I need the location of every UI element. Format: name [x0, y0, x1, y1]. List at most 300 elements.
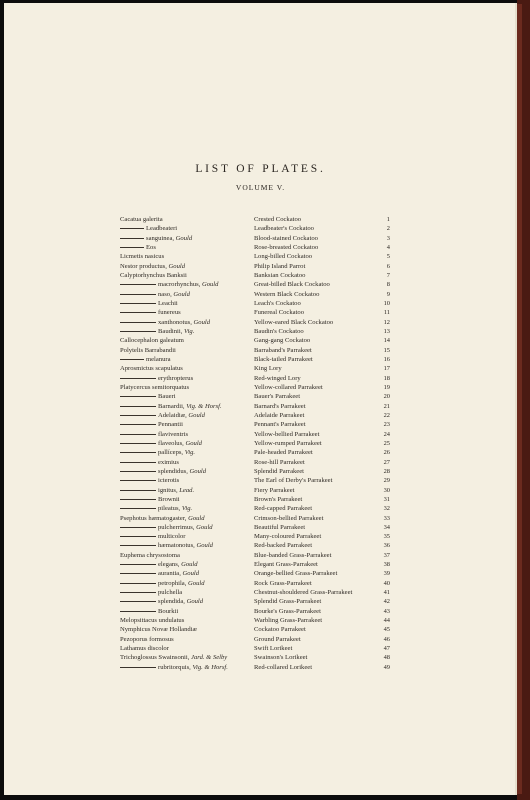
- common-name: King Lory: [254, 365, 282, 373]
- plate-row: [4, 280, 517, 289]
- plate-row: [4, 392, 517, 401]
- latin-name-text: macrorhynchus,: [158, 281, 201, 289]
- plate-row: [4, 271, 517, 280]
- latin-name: [120, 374, 193, 383]
- common-name: Baudin's Cockatoo: [254, 327, 304, 335]
- latin-name-text: icterotis: [158, 477, 180, 485]
- plate-number: 27: [383, 458, 390, 466]
- latin-name-text: Leadbeateri: [146, 225, 178, 233]
- plate-number: 26: [383, 449, 390, 457]
- common-name: The Earl of Derby's Parrakeet: [254, 477, 333, 485]
- plate-row: [4, 476, 517, 485]
- plate-number: 17: [383, 365, 390, 373]
- latin-name-text: Adelaidiæ,: [158, 411, 187, 419]
- plate-row: [4, 439, 517, 448]
- plate-list: [4, 215, 517, 672]
- plate-row: [4, 420, 517, 429]
- authority: Gould: [173, 290, 190, 298]
- common-name: Long-billed Cockatoo: [254, 253, 313, 261]
- plate-row: [4, 411, 517, 420]
- plate-row: [4, 290, 517, 299]
- latin-name-text: Pezoporus formosus: [120, 635, 174, 643]
- ditto-dash: [120, 601, 156, 602]
- plate-row: [4, 402, 517, 411]
- plate-row: [4, 252, 517, 261]
- latin-name-text: xanthonotus,: [158, 318, 192, 326]
- authority: Vig.: [184, 327, 195, 335]
- authority: Lead.: [179, 486, 195, 494]
- authority: Gould: [175, 234, 193, 242]
- common-name: Chestnut-shouldered Grass-Parrakeet: [254, 589, 353, 597]
- plate-row: [4, 467, 517, 476]
- authority: Gould: [189, 467, 206, 475]
- authority: Gould: [181, 561, 198, 569]
- plate-number: 35: [383, 533, 390, 541]
- latin-name-text: splendidus,: [158, 467, 188, 475]
- authority: Gould: [186, 598, 204, 606]
- common-name: Bourke's Grass-Parrakeet: [254, 607, 321, 615]
- plate-row: [4, 299, 517, 308]
- ditto-dash: [120, 443, 156, 444]
- latin-name-text: erythropterus: [158, 374, 194, 382]
- plate-row: [4, 215, 517, 224]
- latin-name: [120, 430, 188, 439]
- plate-number: 16: [383, 355, 390, 363]
- plate-row: [4, 262, 517, 271]
- latin-name-text: pallíceps,: [158, 449, 184, 457]
- plate-row: [4, 355, 517, 364]
- latin-name: [120, 532, 185, 541]
- ditto-dash: [120, 592, 156, 593]
- plate-number: 8: [386, 281, 390, 289]
- latin-name-text: flaveolus,: [158, 439, 184, 447]
- latin-name-text: funereus: [158, 309, 181, 317]
- plate-number: 40: [383, 579, 390, 587]
- volume-label: VOLUME V.: [235, 183, 286, 192]
- latin-name: [120, 644, 169, 653]
- common-name: Rock Grass-Parrakeet: [254, 579, 312, 587]
- ditto-dash: [120, 284, 156, 285]
- common-name: Brown's Parrakeet: [254, 495, 303, 503]
- common-name: Great-billed Black Cockatoo: [254, 281, 330, 289]
- plate-number: 2: [386, 225, 390, 233]
- common-name: Pennant's Parrakeet: [254, 421, 306, 429]
- common-name: Blue-banded Grass-Parrakeet: [254, 551, 332, 559]
- latin-name: [120, 290, 190, 299]
- book-page: [4, 3, 517, 795]
- ditto-dash: [120, 359, 144, 360]
- latin-name-text: Trichoglossus Swainsonii,: [120, 654, 190, 662]
- latin-name: [120, 243, 156, 252]
- latin-name: [120, 346, 176, 355]
- latin-name: [120, 392, 176, 401]
- authority: Gould: [188, 411, 205, 419]
- latin-name-text: pulcherrimus,: [158, 523, 195, 531]
- common-name: Leach's Cockatoo: [254, 299, 301, 307]
- book-edge-inner: [517, 4, 522, 794]
- latin-name-text: splendida,: [158, 598, 185, 606]
- common-name: Yellow-collared Parrakeet: [254, 383, 323, 391]
- common-name: Crested Cockatoo: [254, 216, 302, 223]
- ditto-dash: [120, 303, 156, 304]
- common-name: Beautiful Parrakeet: [254, 523, 306, 531]
- latin-name: [120, 280, 218, 289]
- common-name: Funereal Cockatoo: [254, 309, 304, 317]
- plate-row: [4, 663, 517, 672]
- ditto-dash: [120, 508, 156, 509]
- ditto-dash: [120, 573, 156, 574]
- common-name: Bauer's Parrakeet: [254, 393, 301, 401]
- common-name: Western Black Cockatoo: [254, 290, 320, 298]
- plate-row: [4, 597, 517, 606]
- latin-name: [120, 523, 213, 532]
- plate-number: 10: [383, 299, 390, 307]
- authority: Vig. & Horsf.: [186, 402, 222, 410]
- ditto-dash: [120, 480, 156, 481]
- common-name: Crimson-bellied Parrakeet: [254, 514, 324, 522]
- common-name: Black-tailed Parrakeet: [254, 355, 313, 363]
- ditto-dash: [120, 294, 156, 295]
- plate-row: [4, 653, 517, 662]
- plate-row: [4, 579, 517, 588]
- plate-number: 14: [383, 337, 390, 345]
- ditto-dash: [120, 583, 156, 584]
- common-name: Blood-stained Cockatoo: [254, 234, 318, 242]
- latin-name-text: Baudinii,: [158, 327, 183, 335]
- latin-name: [120, 308, 181, 317]
- plate-number: 29: [383, 477, 390, 485]
- plate-row: [4, 224, 517, 233]
- common-name: Ground Parrakeet: [254, 635, 301, 643]
- latin-name: [120, 224, 177, 233]
- latin-name: [120, 448, 195, 457]
- latin-name-text: Cacatua galerita: [120, 216, 163, 223]
- page-title: LIST OF PLATES.: [195, 163, 326, 175]
- latin-name-text: Euphema chrysostoma: [120, 551, 180, 559]
- ditto-dash: [120, 490, 156, 491]
- latin-name-text: pulchella: [158, 589, 183, 597]
- authority: Gould: [201, 281, 219, 289]
- latin-name-text: pileatus,: [158, 505, 181, 513]
- plate-row: [4, 514, 517, 523]
- latin-name: [120, 262, 185, 271]
- plate-row: [4, 430, 517, 439]
- common-name: Red-capped Parrakeet: [254, 505, 313, 513]
- latin-name: [120, 336, 184, 345]
- latin-name: [120, 271, 187, 280]
- plate-row: [4, 336, 517, 345]
- plate-number: 18: [383, 374, 390, 382]
- plate-row: [4, 532, 517, 541]
- latin-name: [120, 215, 163, 224]
- latin-name: [120, 616, 184, 625]
- latin-name: [120, 402, 222, 411]
- common-name: Banksian Cockatoo: [254, 271, 306, 279]
- latin-name-text: naso,: [158, 290, 172, 298]
- ditto-dash: [120, 396, 156, 397]
- common-name: Orange-bellied Grass-Parrakeet: [254, 570, 338, 578]
- latin-name: [120, 318, 210, 327]
- ditto-dash: [120, 378, 156, 379]
- latin-name-text: Nestor productus,: [120, 262, 167, 270]
- latin-name-text: Leachii: [158, 299, 178, 307]
- ditto-dash: [120, 527, 156, 528]
- plate-number: 24: [383, 430, 390, 438]
- latin-name: [120, 234, 192, 243]
- plate-number: 15: [383, 346, 390, 354]
- plate-number: 32: [383, 505, 390, 513]
- ditto-dash: [120, 331, 156, 332]
- authority: Vig. & Horsf.: [192, 663, 228, 671]
- latin-name: [120, 458, 179, 467]
- plate-number: 7: [386, 271, 390, 279]
- latin-name: [120, 653, 227, 662]
- ditto-dash: [120, 312, 156, 313]
- plate-row: [4, 448, 517, 457]
- latin-name-text: Polytelis Barrabandii: [120, 346, 176, 354]
- plate-number: 48: [383, 654, 390, 662]
- plate-row: [4, 560, 517, 569]
- authority: Gould: [193, 318, 211, 326]
- plate-number: 43: [383, 607, 390, 615]
- latin-name: [120, 299, 178, 308]
- latin-name-text: Licmetis nasicus: [120, 253, 165, 261]
- plate-row: [4, 327, 517, 336]
- ditto-dash: [120, 667, 156, 668]
- plate-number: 44: [383, 617, 390, 625]
- plate-number: 12: [383, 318, 390, 326]
- latin-name: [120, 607, 178, 616]
- latin-name: [120, 383, 189, 392]
- authority: Gould: [188, 514, 205, 522]
- plate-number: 13: [383, 327, 390, 335]
- common-name: Red-collared Lorikeet: [254, 663, 313, 671]
- plate-row: [4, 383, 517, 392]
- plate-row: [4, 607, 517, 616]
- ditto-dash: [120, 322, 156, 323]
- plate-number: 11: [383, 309, 390, 317]
- latin-name: [120, 663, 228, 672]
- latin-name: [120, 579, 205, 588]
- latin-name-text: Platycercus semitorquatus: [120, 383, 190, 391]
- plate-row: [4, 625, 517, 634]
- latin-name: [120, 486, 194, 495]
- plate-number: 6: [386, 262, 390, 270]
- latin-name: [120, 560, 198, 569]
- ditto-dash: [120, 499, 156, 500]
- latin-name-text: Calyptorhynchus Banksii: [120, 271, 187, 279]
- plate-row: [4, 541, 517, 550]
- plate-row: [4, 523, 517, 532]
- authority: Gould: [196, 523, 213, 531]
- plate-number: 19: [383, 383, 390, 391]
- plate-number: 4: [386, 243, 390, 251]
- plate-number: 41: [383, 589, 390, 597]
- latin-name: [120, 625, 197, 634]
- plate-row: [4, 504, 517, 513]
- authority: Gould: [185, 439, 202, 447]
- ditto-dash: [120, 462, 156, 463]
- common-name: Swainson's Lorikeet: [254, 654, 308, 662]
- common-name: Yellow-bellied Parrakeet: [254, 430, 320, 438]
- latin-name: [120, 541, 213, 550]
- plate-row: [4, 458, 517, 467]
- latin-name: [120, 364, 183, 373]
- plate-number: 3: [386, 234, 390, 242]
- plate-row: [4, 364, 517, 373]
- plate-number: 37: [383, 551, 390, 559]
- plate-number: 42: [383, 598, 390, 606]
- authority: Gould: [168, 262, 186, 270]
- latin-name: [120, 411, 205, 420]
- plate-row: [4, 495, 517, 504]
- latin-name: [120, 635, 174, 644]
- latin-name-text: sanguinea,: [146, 234, 175, 242]
- latin-name-text: Melopsittacus undulatus: [120, 617, 185, 625]
- latin-name-text: Psephotus hæmatogaster,: [120, 514, 187, 522]
- latin-name: [120, 476, 179, 485]
- common-name: Elegant Grass-Parrakeet: [254, 561, 318, 569]
- common-name: Barraband's Parrakeet: [254, 346, 312, 354]
- latin-name-text: petrophila,: [158, 579, 187, 587]
- plate-row: [4, 644, 517, 653]
- ditto-dash: [120, 406, 156, 407]
- plate-number: 21: [383, 402, 390, 410]
- plate-row: [4, 551, 517, 560]
- plate-row: [4, 308, 517, 317]
- common-name: Barnard's Parrakeet: [254, 402, 306, 410]
- plate-number: 38: [383, 561, 390, 569]
- latin-name-text: elegans,: [158, 561, 180, 569]
- common-name: Pale-headed Parrakeet: [254, 449, 313, 457]
- common-name: Leadbeater's Cockatoo: [254, 225, 314, 233]
- plate-number: 22: [383, 411, 390, 419]
- latin-name: [120, 467, 206, 476]
- common-name: Philip Island Parrot: [254, 262, 306, 270]
- plate-row: [4, 569, 517, 578]
- latin-name: [120, 252, 164, 261]
- common-name: Rose-hill Parrakeet: [254, 458, 305, 466]
- latin-name-text: rubritorquis,: [158, 663, 191, 671]
- common-name: Rose-breasted Cockatoo: [254, 243, 319, 251]
- plate-row: [4, 318, 517, 327]
- ditto-dash: [120, 536, 156, 537]
- latin-name-text: Eos: [146, 243, 156, 251]
- common-name: Swift Lorikeet: [254, 645, 293, 653]
- authority: Jard. & Selby: [191, 654, 228, 662]
- plate-row: [4, 374, 517, 383]
- plate-row: [4, 486, 517, 495]
- plate-number: 45: [383, 626, 390, 634]
- latin-name: [120, 569, 199, 578]
- plate-number: 36: [383, 542, 390, 550]
- latin-name: [120, 439, 202, 448]
- common-name: Red-backed Parrakeet: [254, 542, 313, 550]
- plate-row: [4, 635, 517, 644]
- latin-name: [120, 327, 194, 336]
- plate-number: 1: [386, 216, 390, 223]
- latin-name-text: Pennantii: [158, 421, 183, 429]
- plate-number: 20: [383, 393, 390, 401]
- latin-name-text: Brownii: [158, 495, 180, 503]
- latin-name: [120, 504, 192, 513]
- plate-number: 9: [386, 290, 390, 298]
- plate-row: [4, 346, 517, 355]
- latin-name: [120, 420, 183, 429]
- latin-name-text: Nymphicus Novæ Hollandiæ: [120, 626, 197, 634]
- common-name: Yellow-eared Black Cockatoo: [254, 318, 334, 326]
- common-name: Adelaide Parrakeet: [254, 411, 305, 419]
- plate-number: 25: [383, 439, 390, 447]
- common-name: Warbling Grass-Parrakeet: [254, 617, 323, 625]
- plate-number: 28: [383, 467, 390, 475]
- plate-number: 49: [383, 663, 390, 671]
- latin-name-text: hæmatonotus,: [158, 542, 195, 550]
- common-name: Yellow-rumped Parrakeet: [254, 439, 322, 447]
- ditto-dash: [120, 564, 156, 565]
- common-name: Splendid Grass-Parrakeet: [254, 598, 322, 606]
- latin-name: [120, 355, 171, 364]
- common-name: Splendid Parrakeet: [254, 467, 304, 475]
- latin-name-text: ignitus,: [158, 486, 178, 494]
- ditto-dash: [120, 228, 144, 229]
- plate-number: 23: [383, 421, 390, 429]
- authority: Gould: [188, 579, 205, 587]
- latin-name-text: Barnardii,: [158, 402, 185, 410]
- ditto-dash: [120, 424, 156, 425]
- ditto-dash: [120, 611, 156, 612]
- plate-number: 39: [383, 570, 390, 578]
- plate-row: [4, 234, 517, 243]
- latin-name: [120, 597, 203, 606]
- plate-number: 47: [383, 645, 390, 653]
- authority: Gould: [196, 542, 213, 550]
- ditto-dash: [120, 247, 144, 248]
- ditto-dash: [120, 238, 144, 239]
- latin-name-text: Lathamus discolor: [120, 645, 169, 653]
- latin-name-text: aurantia,: [158, 570, 181, 578]
- ditto-dash: [120, 545, 156, 546]
- plate-number: 5: [386, 253, 390, 261]
- latin-name-text: eximius: [158, 458, 179, 466]
- common-name: Many-coloured Parrakeet: [254, 533, 322, 541]
- plate-number: 34: [383, 523, 390, 531]
- latin-name: [120, 495, 180, 504]
- ditto-dash: [120, 415, 156, 416]
- ditto-dash: [120, 471, 156, 472]
- latin-name: [120, 551, 180, 560]
- authority: Gould: [182, 570, 200, 578]
- plate-row: [4, 243, 517, 252]
- ditto-dash: [120, 434, 156, 435]
- common-name: Fiery Parrakeet: [254, 486, 295, 494]
- plate-row: [4, 588, 517, 597]
- latin-name: [120, 588, 182, 597]
- common-name: Gang-gang Cockatoo: [254, 337, 311, 345]
- plate-number: 31: [383, 495, 390, 503]
- latin-name-text: Baueri: [158, 393, 176, 401]
- latin-name: [120, 514, 205, 523]
- authority: Vig.: [184, 449, 196, 457]
- latin-name-text: Bourkii: [158, 607, 179, 615]
- latin-name-text: flaviventris: [158, 430, 189, 438]
- latin-name-text: melanura: [146, 355, 171, 363]
- plate-number: 33: [383, 514, 390, 522]
- ditto-dash: [120, 452, 156, 453]
- latin-name-text: Callocephalon galeatum: [120, 337, 184, 345]
- common-name: Red-winged Lory: [254, 374, 301, 382]
- common-name: Cockatoo Parrakeet: [254, 626, 306, 634]
